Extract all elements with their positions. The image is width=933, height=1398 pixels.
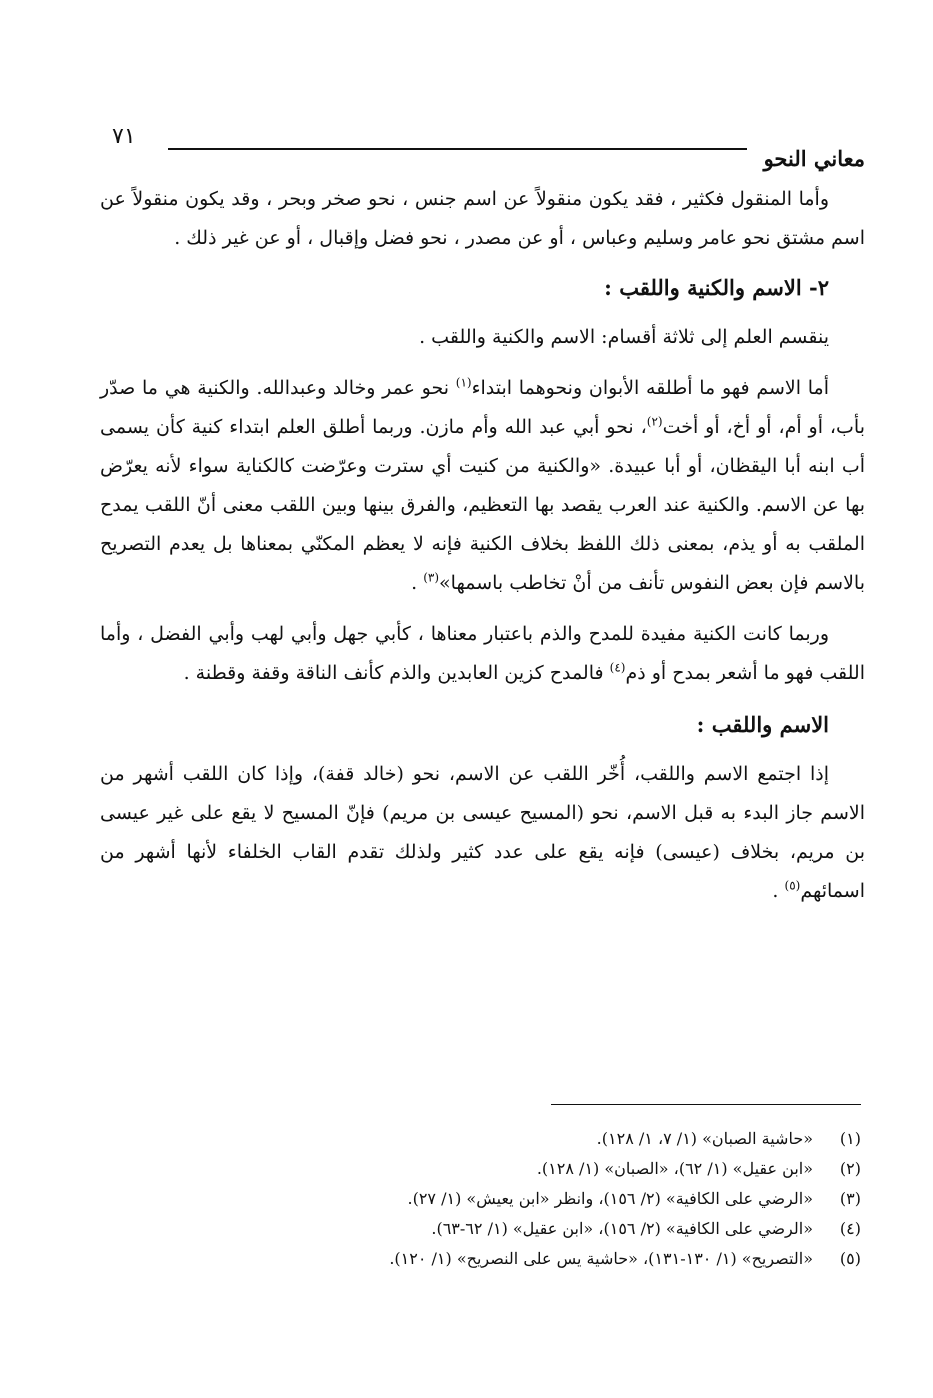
paragraph-text: ، نحو أبي عبد الله وأم مازن. وربما أطلق العلم ابتداء كنية كأن يسمى أب ابنه أبا اليقظان، أو أبا عبيدة. «والكنية من كنيت أي سترت وعرّضت كالكناية سواء لأنه يعرّض بها عن الاسم. والكنية عند العرب يقصد بها التعظيم، والفرق بينها وبين اللقب معنى أنّ اللقب يمدح الملقب به أو يذم، بمعنى ذلك اللفظ بخلاف الكنية فإنه لا يعظم المكنّي بمعناها بل يعدم التصريح بالاسم فإن بعض النفوس تأنف من أنْ تخاطب باسمها» [100,416,865,594]
footnote-ref-5[interactable]: (٥) [784,878,801,893]
footnote-number: (٥) [839,1249,861,1268]
paragraph-name-kunya [100,369,865,603]
paragraph-text: أما الاسم فهو ما أطلقه الأبوان ونحوهما ابتداء [471,377,829,399]
page-number: ٧١ [112,124,136,149]
section-heading-name-laqab: الاسم واللقب : [696,712,829,737]
paragraph-text: نحو عمر وخالد وعبدالله. والكنية هي ما صدّر بأب، أو أم، أو أخ، أو أخت [100,377,865,438]
footnote-number: (٢) [839,1159,861,1178]
page-header [100,118,865,178]
footnote-ref-1[interactable]: (١) [455,375,472,390]
paragraph-text: . [411,572,424,594]
main-text [100,180,865,923]
footnote-text: «ابن عقيل» (١/ ٦٢)، «الصبان» (١/ ١٢٨). [536,1159,813,1178]
paragraph-praise-blame [100,615,865,693]
footnote-ref-4[interactable]: (٤) [609,660,626,675]
footnote-item [161,1214,861,1244]
paragraph-text: فالمدح كزين العابدين والذم كأنف الناقة وقفة وقطنة . [183,662,610,684]
footnote-number: (٣) [839,1189,861,1208]
footnote-item [161,1184,861,1214]
footnote-item [161,1244,861,1274]
paragraph-proper-noun-transfer: وأما المنقول فكثير ، فقد يكون منقولاً عن اسم جنس ، نحو صخر وبحر ، وقد يكون منقولاً عن اسم مشتق نحو عامر وسليم وعباس ، أو عن مصدر ، نحو فضل وإقبال ، أو عن غير ذلك . [100,188,865,249]
footnote-ref-3[interactable]: (٣) [423,570,440,585]
footnote-text: «الرضي على الكافية» (٢/ ١٥٦)، «ابن عقيل» (١/ ٦٢-٦٣). [431,1219,813,1238]
footnote-ref-2[interactable]: (٢) [646,414,663,429]
footnote-text: «الرضي على الكافية» (٢/ ١٥٦)، وانظر «ابن يعيش» (١/ ٢٧). [407,1189,813,1208]
footnote-number: (٤) [839,1219,861,1238]
paragraph-division: ينقسم العلم إلى ثلاثة أقسام: الاسم والكنية واللقب . [419,326,829,348]
footnote-text: «حاشية الصبان» (١/ ٧، ١/ ١٢٨). [596,1129,813,1148]
footnotes [161,1124,861,1274]
paragraph-text: إذا اجتمع الاسم واللقب، أُخّر اللقب عن الاسم، نحو (خالد قفة)، وإذا كان اللقب أشهر من الاسم جاز البدء به قبل الاسم، نحو (المسيح عيسى بن مريم) فإنّ المسيح لا يقع على غير عيسى بن مريم، بخلاف (عيسى) فإنه يقع على عدد كثير ولذلك تقدم القاب الخلفاء لأنها أشهر من اسمائهم [100,763,865,902]
header-rule [168,148,747,150]
footnote-item [161,1154,861,1184]
footnote-item [161,1124,861,1154]
paragraph-text: وربما كانت الكنية مفيدة للمدح والذم باعتبار معناها ، كأبي جهل وأبي لهب وأبي الفضل ، وأما اللقب فهو ما أشعر بمدح أو ذم [100,623,865,684]
footnote-rule [551,1104,861,1105]
footnote-number: (١) [839,1129,861,1148]
paragraph-name-laqab-order [100,755,865,911]
book-title: معاني النحو [763,146,865,171]
section-heading-name-kunya-laqab: ٢- الاسم والكنية واللقب : [604,275,829,300]
paragraph-text: . [772,880,785,902]
footnote-text: «التصريح» (١/ ١٣٠-١٣١)، «حاشية يس على النصريح» (١/ ١٢٠). [389,1249,813,1268]
